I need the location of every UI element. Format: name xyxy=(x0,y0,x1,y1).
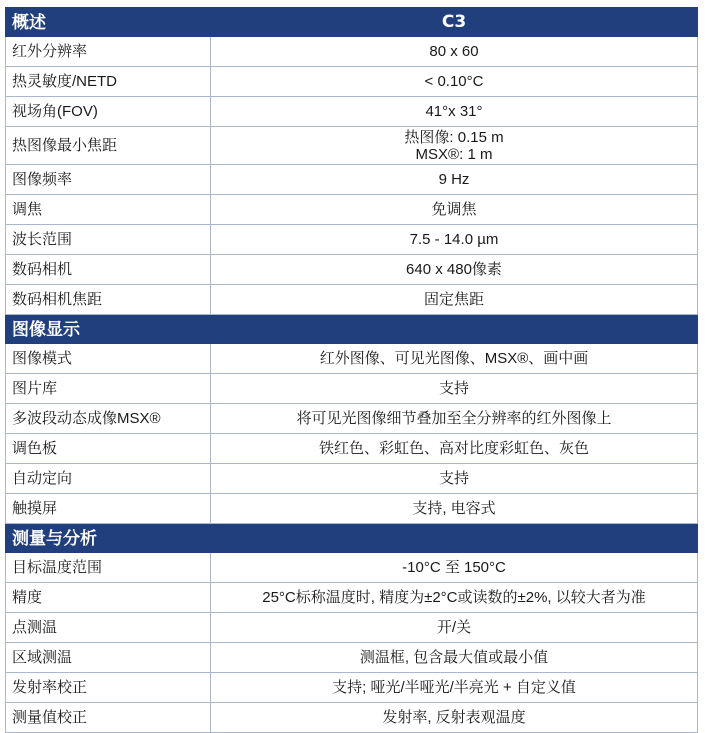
spec-value-cell xyxy=(211,673,698,703)
model-name: C3 xyxy=(211,8,698,37)
section-title: 概述 xyxy=(6,8,211,37)
spec-value-cell xyxy=(211,285,698,315)
spec-label: 波长范围 xyxy=(6,225,211,255)
model-name xyxy=(211,524,698,553)
spec-value: 9 Hz xyxy=(438,171,470,188)
spec-row xyxy=(6,67,698,97)
spec-label: 区域测温 xyxy=(6,643,211,673)
spec-value-cell xyxy=(211,165,698,195)
spec-value-cell xyxy=(211,67,698,97)
spec-value: 25°C标称温度时, 精度为±2°C或读数的±2%, 以较大者为准 xyxy=(262,589,646,606)
spec-row xyxy=(6,225,698,255)
spec-label: 目标温度范围 xyxy=(6,553,211,583)
section-title: 测量与分析 xyxy=(6,524,211,553)
section-header xyxy=(6,8,698,37)
spec-label: 调焦 xyxy=(6,195,211,225)
spec-value: 开/关 xyxy=(436,619,472,636)
spec-label: 测量值校正 xyxy=(6,703,211,733)
spec-value: 固定焦距 xyxy=(423,291,484,308)
spec-label: 图像频率 xyxy=(6,165,211,195)
spec-value: 将可见光图像细节叠加至全分辨率的红外图像上 xyxy=(296,410,612,427)
spec-value-cell xyxy=(211,225,698,255)
spec-value-cell xyxy=(211,344,698,374)
model-name xyxy=(211,315,698,344)
spec-value-cell xyxy=(211,464,698,494)
spec-value: 热图像: 0.15 m xyxy=(404,128,504,146)
spec-label: 数码相机 xyxy=(6,255,211,285)
spec-value-cell xyxy=(211,37,698,67)
spec-value-cell xyxy=(211,127,698,165)
spec-value-cell xyxy=(211,703,698,733)
spec-value: 发射率, 反射表观温度 xyxy=(382,709,526,726)
spec-label: 数码相机焦距 xyxy=(6,285,211,315)
section-header xyxy=(6,524,698,553)
spec-value: 支持; 哑光/半哑光/半亮光 + 自定义值 xyxy=(332,679,576,696)
spec-label: 热灵敏度/NETD xyxy=(6,67,211,97)
spec-label: 热图像最小焦距 xyxy=(6,127,211,165)
spec-label: 精度 xyxy=(6,583,211,613)
spec-value-cell xyxy=(211,255,698,285)
spec-label: 图像模式 xyxy=(6,344,211,374)
spec-row xyxy=(6,553,698,583)
spec-value: 红外图像、可见光图像、MSX®、画中画 xyxy=(319,350,589,367)
section-header xyxy=(6,315,698,344)
spec-value-cell xyxy=(211,494,698,524)
spec-value: 41°x 31° xyxy=(425,103,483,120)
spec-value: < 0.10°C xyxy=(424,73,484,90)
spec-label: 红外分辨率 xyxy=(6,37,211,67)
spec-label: 点测温 xyxy=(6,613,211,643)
spec-value: 支持, 电容式 xyxy=(412,500,496,517)
spec-row xyxy=(6,643,698,673)
spec-row xyxy=(6,285,698,315)
spec-row xyxy=(6,673,698,703)
spec-value: 铁红色、彩虹色、高对比度彩虹色、灰色 xyxy=(318,440,589,457)
spec-value-cell xyxy=(211,553,698,583)
spec-value-cell xyxy=(211,643,698,673)
spec-value: 支持 xyxy=(438,470,469,487)
spec-row xyxy=(6,195,698,225)
spec-row xyxy=(6,404,698,434)
spec-value-cell xyxy=(211,404,698,434)
spec-label: 调色板 xyxy=(6,434,211,464)
spec-label: 自动定向 xyxy=(6,464,211,494)
spec-value-cell xyxy=(211,583,698,613)
spec-row xyxy=(6,583,698,613)
spec-row xyxy=(6,703,698,733)
spec-row xyxy=(6,464,698,494)
spec-label: 触摸屏 xyxy=(6,494,211,524)
section-title: 图像显示 xyxy=(6,315,211,344)
spec-label: 图片库 xyxy=(6,374,211,404)
spec-value: 测温框, 包含最大值或最小值 xyxy=(359,649,549,666)
spec-value-secondary: MSX®: 1 m xyxy=(415,145,493,163)
spec-value: 免调焦 xyxy=(431,201,477,218)
spec-value: 7.5 - 14.0 µm xyxy=(409,231,499,248)
spec-value: 80 x 60 xyxy=(429,43,479,60)
spec-label: 发射率校正 xyxy=(6,673,211,703)
spec-value-cell xyxy=(211,195,698,225)
spec-row xyxy=(6,613,698,643)
spec-value-cell xyxy=(211,97,698,127)
spec-table xyxy=(5,7,698,733)
spec-label: 多波段动态成像MSX® xyxy=(6,404,211,434)
spec-value: -10°C 至 150°C xyxy=(402,559,506,576)
spec-value: 支持 xyxy=(438,380,469,397)
spec-row xyxy=(6,165,698,195)
spec-value-cell xyxy=(211,374,698,404)
spec-row xyxy=(6,494,698,524)
spec-value-cell xyxy=(211,434,698,464)
spec-label: 视场角(FOV) xyxy=(6,97,211,127)
spec-row xyxy=(6,37,698,67)
spec-row xyxy=(6,344,698,374)
spec-value-cell xyxy=(211,613,698,643)
spec-row xyxy=(6,374,698,404)
spec-row xyxy=(6,434,698,464)
spec-row xyxy=(6,97,698,127)
spec-row xyxy=(6,127,698,165)
spec-value: 640 x 480像素 xyxy=(406,261,502,278)
spec-row xyxy=(6,255,698,285)
